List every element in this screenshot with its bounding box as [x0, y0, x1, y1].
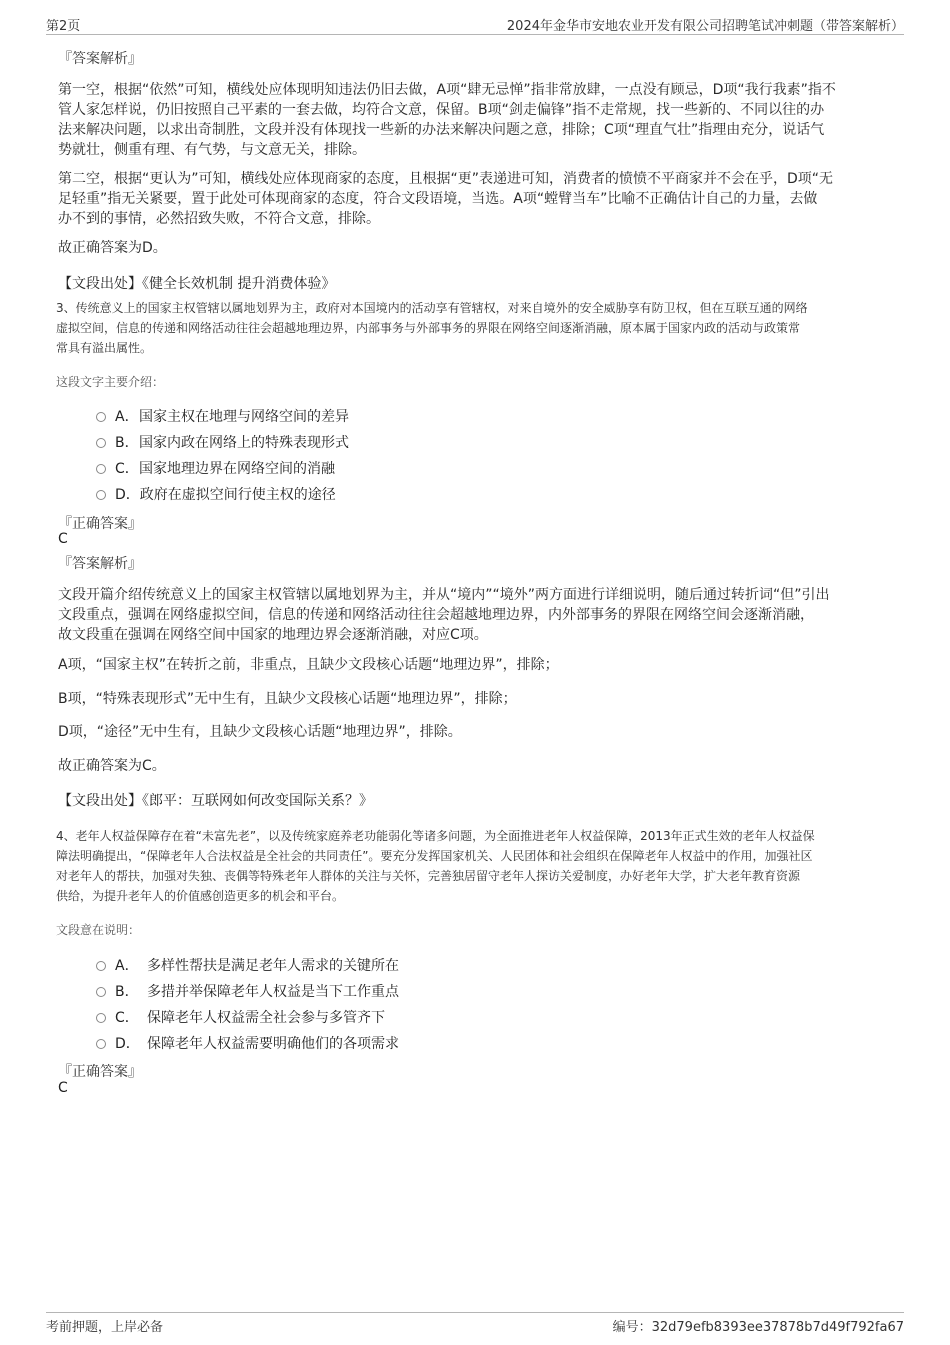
q2-conclusion: 故正确答案为D。	[58, 240, 167, 256]
q2-analysis-para2	[58, 169, 833, 229]
text-line: 管人家怎样说，仍旧按照自己平素的一套去做，均符合文意，保留。B项“剑走偏锋”指不走常规，找一些新的、不同以往的办	[58, 102, 825, 118]
text-line: 故文段重在强调在网络空间中国家的地理边界会逐渐消融，对应C项。	[58, 627, 488, 643]
q3-analysis-label: 『答案解析』	[58, 556, 142, 572]
q3-explain-d: D项，“途径”无中生有，且缺少文段核心话题“地理边界”，排除。	[58, 724, 462, 740]
page-header	[46, 14, 904, 35]
option-letter: D．	[115, 1036, 140, 1052]
text-line: 文段重点，强调在网络虚拟空间，信息的传递和网络活动往往会超越地理边界，内外部事务的界限在网络空间会逐渐消融，	[58, 607, 814, 623]
option-text: 国家地理边界在网络空间的消融	[139, 461, 335, 477]
q4-option-d[interactable]	[96, 1033, 399, 1053]
option-text: 国家内政在网络上的特殊表现形式	[139, 435, 349, 451]
option-letter: A．	[115, 409, 139, 425]
q3-conclusion: 故正确答案为C。	[58, 758, 166, 774]
text-line: 供给，为提升老年人的价值感创造更多的机会和平台。	[56, 889, 345, 903]
option-text: 政府在虚拟空间行使主权的途径	[139, 487, 336, 503]
radio-icon[interactable]	[96, 464, 106, 474]
q3-source: 【文段出处】《郎平：互联网如何改变国际关系？》	[58, 793, 373, 809]
radio-icon[interactable]	[96, 412, 106, 422]
option-letter: B．	[115, 435, 139, 451]
q2-analysis-label: 『答案解析』	[58, 51, 142, 67]
footer-slogan: 考前押题，上岸必备	[46, 1320, 164, 1335]
document-title: 2024年金华市安地农业开发有限公司招聘笔试冲刺题（带答案解析）	[506, 19, 904, 34]
option-letter: D．	[115, 487, 140, 503]
text-line: 对老年人的帮扶，加强对失独、丧偶等特殊老年人群体的关注与关怀，完善独居留守老年人探访关爱制度，办好老年大学，扩大老年教育资源	[56, 869, 801, 883]
option-text: 多样性帮扶是满足老年人需求的关键所在	[147, 958, 399, 974]
q4-option-b[interactable]	[96, 981, 399, 1001]
q3-explain-a: A项，“国家主权”在转折之前，非重点，且缺少文段核心话题“地理边界”，排除；	[58, 657, 559, 673]
option-text: 多措并举保障老年人权益是当下工作重点	[147, 984, 399, 1000]
option-letter: B．	[115, 984, 139, 1000]
q2-analysis-para1	[58, 80, 836, 160]
option-text: 保障老年人权益需全社会参与多管齐下	[147, 1010, 385, 1026]
radio-icon[interactable]	[96, 1013, 106, 1023]
option-text: 保障老年人权益需要明确他们的各项需求	[147, 1036, 399, 1052]
option-letter: C．	[115, 1010, 139, 1026]
text-line: 势就壮，侧重有理、有气势，与文意无关，排除。	[58, 142, 366, 158]
q4-option-a[interactable]	[96, 955, 399, 975]
text-line: 障法明确提出，“保障老年人合法权益是全社会的共同责任”。要充分发挥国家机关、人民团体和社会组织在保障老年人权益中的作用，加强社区	[56, 849, 813, 863]
text-line: 第一空，根据“依然”可知，横线处应体现明知违法仍旧去做，A项“肆无忌惮”指非常放肆，一点没有顾忌，D项“我行我素”指不	[58, 82, 836, 98]
q4-correct-answer: C	[58, 1080, 68, 1096]
option-letter: A．	[115, 958, 139, 974]
text-line: 虚拟空间，信息的传递和网络活动往往会超越地理边界，内部事务与外部事务的界限在网络空间逐渐消融，原本属于国家内政的活动与政策常	[56, 321, 801, 335]
radio-icon[interactable]	[96, 438, 106, 448]
q4-question	[56, 826, 815, 906]
q3-lead: 这段文字主要介绍：	[56, 375, 165, 389]
text-line: 4、老年人权益保障存在着“未富先老”，以及传统家庭养老功能弱化等诸多问题，为全面推进老年人权益保障，2013年正式生效的老年人权益保	[56, 829, 815, 843]
radio-icon[interactable]	[96, 961, 106, 971]
q3-option-a[interactable]	[96, 406, 349, 426]
page-number: 第2页	[46, 19, 81, 34]
option-text: 国家主权在地理与网络空间的差异	[139, 409, 349, 425]
text-line: 足轻重”指无关紧要，置于此处可体现商家的态度，符合文段语境，当选。A项“螳臂当车”比喻不正确估计自己的力量，去做	[58, 191, 818, 207]
q3-question	[56, 298, 808, 358]
document-id: 编号：32d79efb8393ee37878b7d49f792fa67	[612, 1320, 904, 1335]
text-line: 文段开篇介绍传统意义上的国家主权管辖以属地划界为主，并从“境内”“境外”两方面进行详细说明，随后通过转折词“但”引出	[58, 587, 830, 603]
q3-correct-answer: C	[58, 531, 68, 547]
radio-icon[interactable]	[96, 987, 106, 997]
q3-option-b[interactable]	[96, 432, 349, 452]
q4-correct-label: 『正确答案』	[58, 1064, 142, 1080]
text-line: 办不到的事情，必然招致失败，不符合文意，排除。	[58, 211, 380, 227]
radio-icon[interactable]	[96, 490, 106, 500]
text-line: 3、传统意义上的国家主权管辖以属地划界为主，政府对本国境内的活动享有管辖权，对来自境外的安全威胁享有防卫权，但在互联互通的网络	[56, 301, 808, 315]
q3-option-d[interactable]	[96, 484, 336, 504]
q3-option-c[interactable]	[96, 458, 335, 478]
text-line: 第二空，根据“更认为”可知，横线处应体现商家的态度，且根据“更”表递进可知，消费者的愤愤不平商家并不会在乎，D项“无	[58, 171, 834, 187]
text-line: 法来解决问题，以求出奇制胜，文段并没有体现找一些新的办法来解决问题之意，排除；C项“理直气壮”指理由充分，说话气	[58, 122, 825, 138]
option-letter: C．	[115, 461, 139, 477]
text-line: 常具有溢出属性。	[56, 341, 153, 355]
q2-source: 【文段出处】《健全长效机制 提升消费体验》	[58, 276, 336, 292]
q3-analysis-text	[58, 585, 830, 645]
q4-option-c[interactable]	[96, 1007, 385, 1027]
radio-icon[interactable]	[96, 1039, 106, 1049]
q4-lead: 文段意在说明：	[56, 923, 141, 937]
q3-correct-label: 『正确答案』	[58, 516, 142, 532]
page-footer	[46, 1312, 904, 1335]
q3-explain-b: B项，“特殊表现形式”无中生有，且缺少文段核心话题“地理边界”，排除；	[58, 691, 517, 707]
